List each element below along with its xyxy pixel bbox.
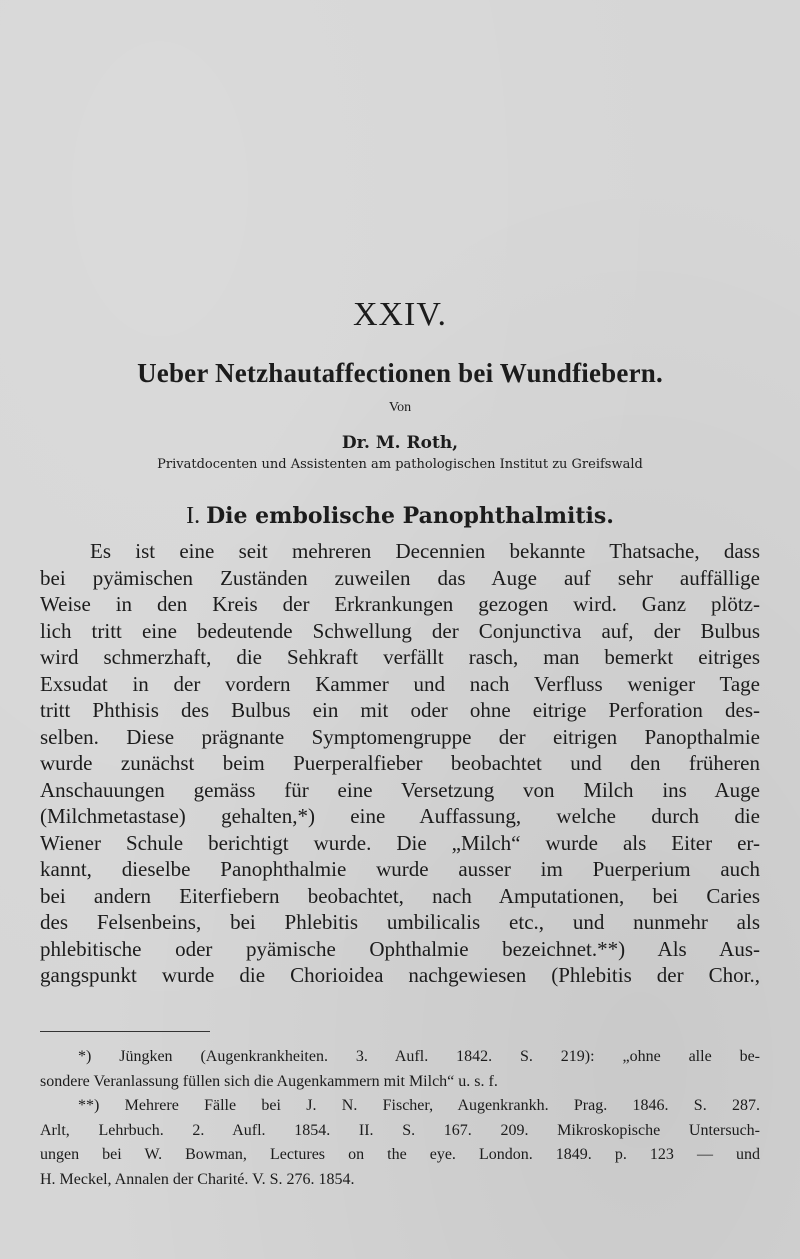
body-line: lich tritt eine bedeutende Schwellung der Conjunctiva auf, der Bulbus bbox=[40, 618, 760, 643]
body-line: Anschauungen gemäss für eine Versetzung von Milch ins Auge bbox=[40, 777, 760, 802]
article-title: Ueber Netzhautaffectionen bei Wundfiebern. bbox=[137, 358, 663, 388]
body-line: gangspunkt wurde die Chorioidea nachgewiesen (Phlebitis der Chor., bbox=[40, 963, 760, 987]
body-line: Exsudat in der vordern Kammer und nach Verfluss weniger Tage bbox=[40, 671, 760, 696]
section-title: Die embolische Panophthalmitis. bbox=[206, 503, 614, 529]
body-paragraph bbox=[40, 538, 760, 989]
byline-von: Von bbox=[388, 400, 412, 415]
body-line: des Felsenbeins, bei Phlebitis umbilicalis etc., und nunmehr als bbox=[40, 910, 760, 934]
body-line: Wiener Schule berichtigt wurde. Die „Milch“ wurde als Eiter er- bbox=[40, 830, 760, 855]
body-line: selben. Diese prägnante Symptomengruppe der eitrigen Panopthalmie bbox=[40, 724, 760, 749]
footnote-line: H. Meckel, Annalen der Charité. V. S. 276. 1854. bbox=[40, 1170, 355, 1188]
author-affiliation: Privatdocenten und Assistenten am pathologischen Institut zu Greifswald bbox=[157, 457, 643, 472]
footnote-line: *) Jüngken (Augenkrankheiten. 3. Aufl. 1842. S. 219): „ohne alle be- bbox=[78, 1048, 760, 1065]
footnote-line: **) Mehrere Fälle bei J. N. Fischer, Augenkrankh. Prag. 1846. S. 287. bbox=[78, 1097, 760, 1114]
body-line: kannt, dieselbe Panophthalmie wurde ausser im Puerperium auch bbox=[40, 857, 760, 881]
footnote-line: ungen bei W. Bowman, Lectures on the eye. London. 1849. p. 123 — und bbox=[40, 1146, 760, 1163]
author-name: Dr. M. Roth, bbox=[341, 433, 459, 453]
section-heading bbox=[0, 503, 800, 530]
footnote-line: sondere Veranlassung füllen sich die Augenkammern mit Milch“ u. s. f. bbox=[40, 1072, 498, 1090]
body-line: wurde zunächst beim Puerperalfieber beobachtet und den früheren bbox=[40, 751, 760, 775]
body-line: Weise in den Kreis der Erkrankungen gezogen wird. Ganz plötz- bbox=[40, 592, 760, 616]
section-number: I. bbox=[186, 503, 201, 529]
footnote-line: Arlt, Lehrbuch. 2. Aufl. 1854. II. S. 167. 209. Mikroskopische Untersuch- bbox=[40, 1121, 760, 1139]
body-line: (Milchmetastase) gehalten,*) eine Auffassung, welche durch die bbox=[40, 804, 760, 828]
footnote-divider bbox=[40, 1031, 210, 1032]
chapter-number: XXIV. bbox=[352, 296, 448, 333]
body-line: bei pyämischen Zuständen zuweilen das Auge auf sehr auffällige bbox=[40, 565, 760, 590]
footnotes bbox=[40, 1045, 760, 1192]
body-line: bei andern Eiterfiebern beobachtet, nach Amputationen, bei Caries bbox=[40, 883, 760, 908]
body-line: wird schmerzhaft, die Sehkraft verfällt rasch, man bemerkt eitriges bbox=[40, 645, 760, 669]
body-line: tritt Phthisis des Bulbus ein mit oder ohne eitrige Perforation des- bbox=[40, 698, 760, 722]
body-line: Es ist eine seit mehreren Decennien bekannte Thatsache, dass bbox=[90, 539, 760, 563]
body-line: phlebitische oder pyämische Ophthalmie bezeichnet.**) Als Aus- bbox=[40, 936, 760, 961]
